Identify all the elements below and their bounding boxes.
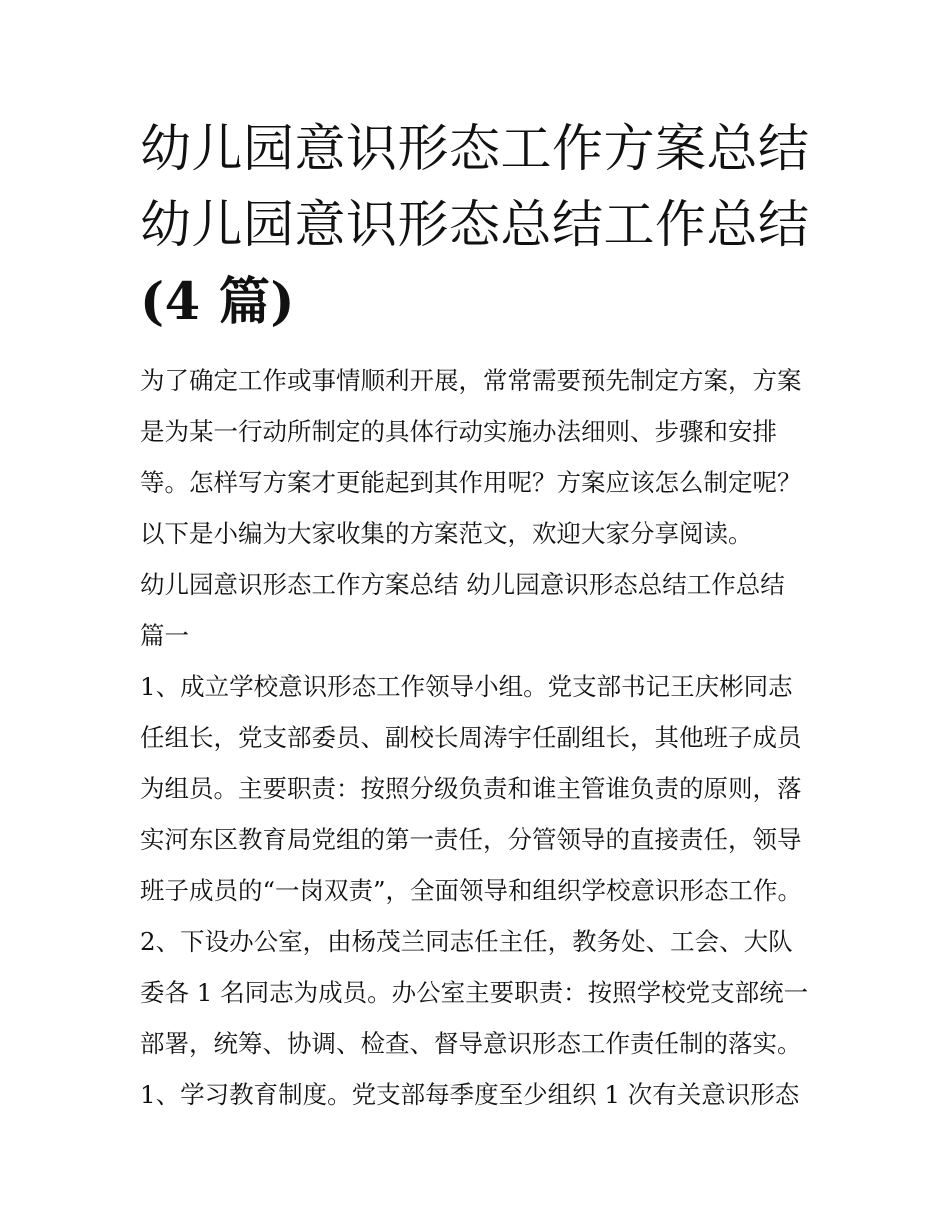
paragraph-line: 2、下设办公室，由杨茂兰同志任主任，教务处、工会、大队 (140, 927, 793, 956)
title-line: 幼儿园意识形态工作方案总结 (140, 120, 810, 179)
intro-line: 为了确定工作或事情顺利开展，常常需要预先制定方案，方案 (140, 366, 802, 395)
intro-line: 是为某一行动所制定的具体行动实施办法细则、步骤和安排 (140, 417, 777, 446)
intro-line: 等。怎样写方案才更能起到其作用呢？方案应该怎么制定呢？ (140, 468, 802, 497)
paragraph-line: 任组长，党支部委员、副校长周涛宇任副组长，其他班子成员 (140, 723, 802, 752)
section-heading-line: 篇一 (140, 621, 189, 650)
paragraph-line: 实河东区教育局党组的第一责任，分管领导的直接责任，领导 (140, 825, 802, 854)
document-body (140, 355, 830, 1120)
paragraph-line: 1、学习教育制度。党支部每季度至少组织 1 次有关意识形态 (140, 1080, 800, 1109)
section-heading-line: 幼儿园意识形态工作方案总结 幼儿园意识形态总结工作总结 (140, 570, 785, 599)
document-title (140, 112, 830, 340)
paragraph-line: 为组员。主要职责：按照分级负责和谁主管谁负责的原则，落 (140, 774, 802, 803)
paragraph-line: 委各 1 名同志为成员。办公室主要职责：按照学校党支部统一 (140, 978, 809, 1007)
paragraph-line: 班子成员的“一岗双责”，全面领导和组织学校意识形态工作。 (140, 876, 803, 905)
intro-line: 以下是小编为大家收集的方案范文，欢迎大家分享阅读。 (140, 519, 753, 548)
title-line: 幼儿园意识形态总结工作总结 (140, 196, 810, 255)
title-line: (4 篇) (140, 272, 296, 332)
paragraph-line: 部署，统筹、协调、检查、督导意识形态工作责任制的落实。 (140, 1029, 802, 1058)
paragraph-line: 1、成立学校意识形态工作领导小组。党支部书记王庆彬同志 (140, 672, 793, 701)
